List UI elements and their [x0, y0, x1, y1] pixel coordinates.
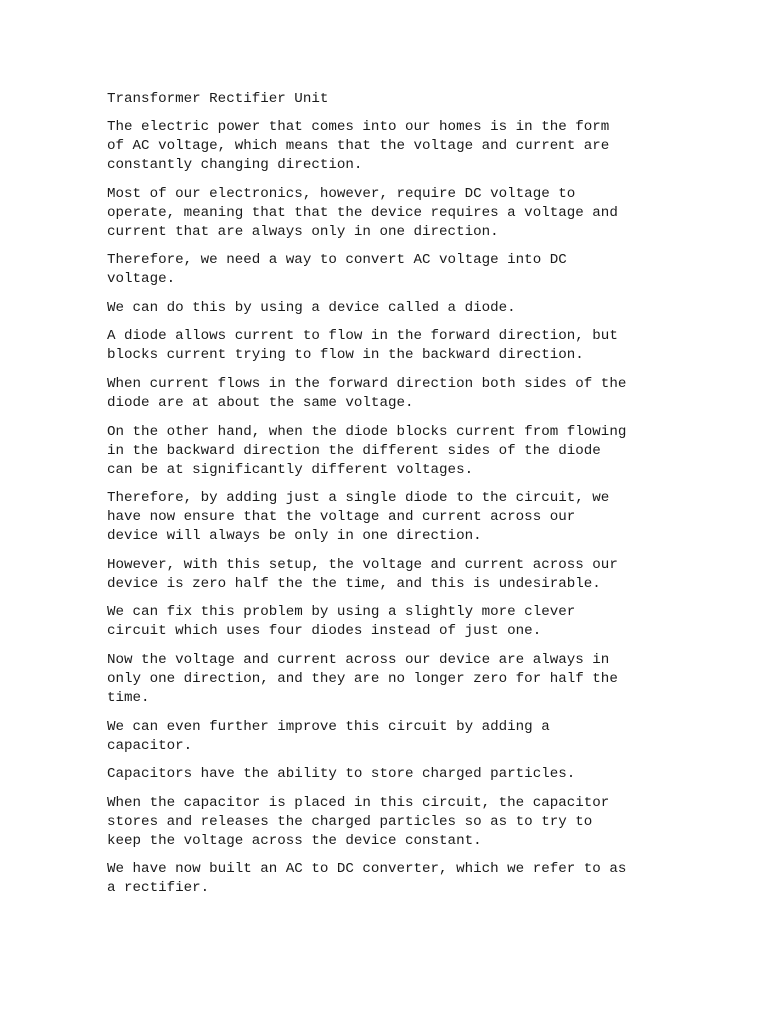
paragraph-6: When current flows in the forward direction both sides of the diode are at about the same voltage. [107, 375, 627, 411]
paragraph-9: However, with this setup, the voltage and current across our device is zero half the the time, and this is undesirable. [107, 556, 618, 592]
paragraph-4: We can do this by using a device called a diode. [107, 299, 516, 316]
paragraph-7: On the other hand, when the diode blocks current from flowing in the backward direction the different sides of the diode can be at significantly different voltages. [107, 423, 627, 478]
paragraph-8: Therefore, by adding just a single diode to the circuit, we have now ensure that the voltage and current across our device will always be only in one direction. [107, 490, 610, 545]
paragraph-15: We have now built an AC to DC converter, which we refer to as a rectifier. [107, 861, 627, 897]
paragraph-14: When the capacitor is placed in this circuit, the capacitor stores and releases the charged particles so as to try to keep the voltage across the device constant. [107, 794, 610, 849]
document-page [107, 90, 667, 908]
document-title: Transformer Rectifier Unit [107, 91, 329, 107]
paragraph-13: Capacitors have the ability to store charged particles. [107, 766, 576, 783]
paragraph-12: We can even further improve this circuit by adding a capacitor. [107, 718, 550, 754]
paragraph-10: We can fix this problem by using a slightly more clever circuit which uses four diodes instead of just one. [107, 604, 576, 640]
paragraph-3: Therefore, we need a way to convert AC voltage into DC voltage. [107, 252, 567, 288]
paragraph-5: A diode allows current to flow in the forward direction, but blocks current trying to flow in the backward direction. [107, 328, 618, 364]
paragraph-1: The electric power that comes into our homes is in the form of AC voltage, which means that the voltage and current are constantly changing direction. [107, 119, 610, 173]
paragraph-2: Most of our electronics, however, require DC voltage to operate, meaning that that the device requires a voltage and current that are always only in one direction. [107, 185, 618, 240]
paragraph-11: Now the voltage and current across our device are always in only one direction, and they are no longer zero for half the time. [107, 651, 618, 706]
